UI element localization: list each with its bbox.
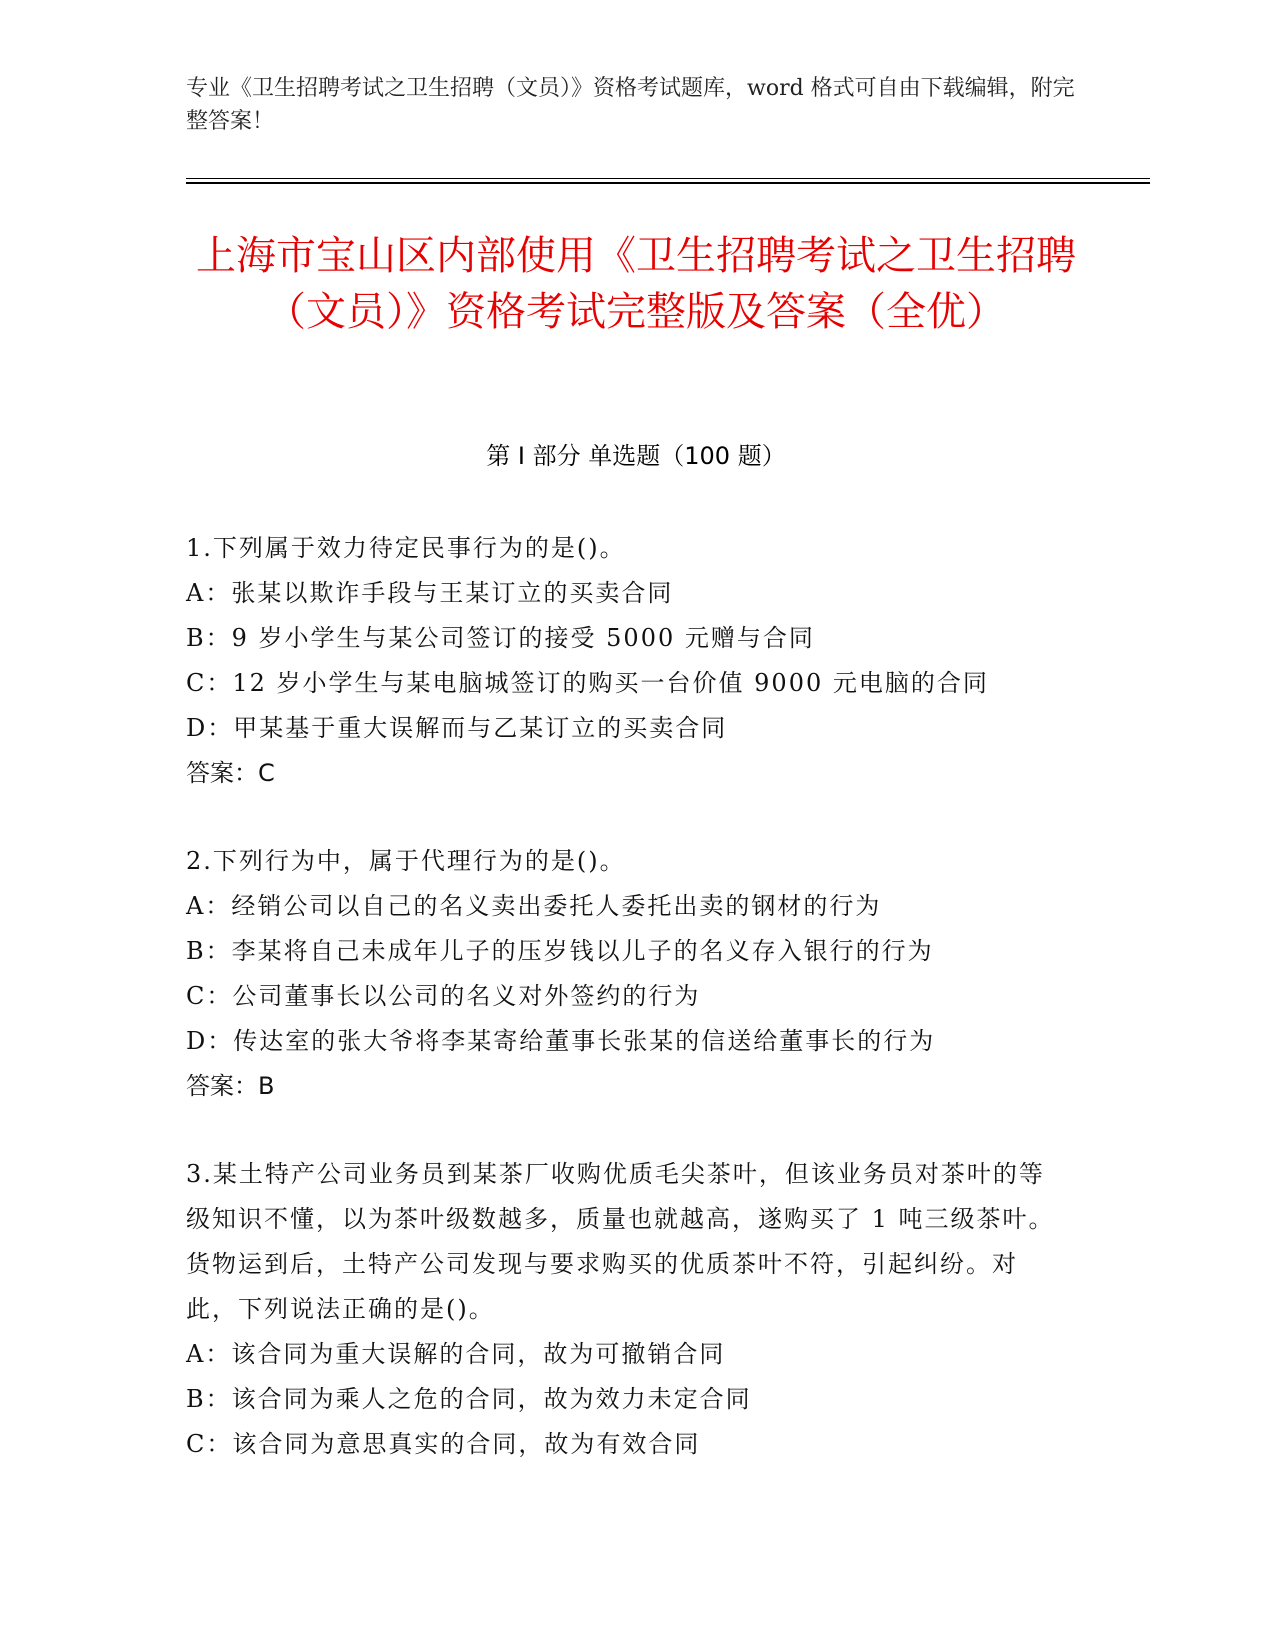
option-c: C：12 岁小学生与某电脑城签订的购买一台价值 9000 元电脑的合同 (186, 669, 989, 697)
option-a: A：该合同为重大误解的合同，故为可撤销合同 (186, 1340, 726, 1368)
option-a: A：张某以欺诈手段与王某订立的买卖合同 (186, 579, 674, 607)
answer: 答案：B (186, 1072, 275, 1100)
question-1 (186, 526, 1066, 796)
option-a: A：经销公司以自己的名义卖出委托人委托出卖的钢材的行为 (186, 892, 882, 920)
question-stem: 2.下列行为中，属于代理行为的是()。 (186, 847, 626, 875)
question-stem: 1.下列属于效力待定民事行为的是()。 (186, 534, 626, 562)
answer: 答案：C (186, 759, 275, 787)
header-note: 专业《卫生招聘考试之卫生招聘（文员）》资格考试题库，word 格式可自由下载编辑，附完整答案！ (186, 76, 1075, 134)
option-b: B：9 岁小学生与某公司签订的接受 5000 元赠与合同 (186, 624, 815, 652)
question-2 (186, 839, 1066, 1109)
question-stem: 3.某土特产公司业务员到某茶厂收购优质毛尖茶叶，但该业务员对茶叶的等级知识不懂，以为茶叶级数越多，质量也就越高，遂购买了 1 吨三级茶叶。货物运到后，土特产公司发现与要求购买的优质茶叶不符，引起纠纷。对此，下列说法正确的是()。 (186, 1160, 1055, 1323)
option-d: D：传达室的张大爷将李某寄给董事长张某的信送给董事长的行为 (186, 1027, 936, 1055)
section-heading: 第 I 部分 单选题（100 题） (486, 442, 786, 470)
question-3 (186, 1152, 1066, 1467)
option-b: B：李某将自己未成年儿子的压岁钱以儿子的名义存入银行的行为 (186, 937, 934, 965)
question-list (186, 526, 1066, 1510)
header-divider-thin (186, 178, 1150, 179)
option-b: B：该合同为乘人之危的合同，故为效力未定合同 (186, 1385, 752, 1413)
option-d: D：甲某基于重大误解而与乙某订立的买卖合同 (186, 714, 728, 742)
option-c: C：该合同为意思真实的合同，故为有效合同 (186, 1430, 701, 1458)
option-c: C：公司董事长以公司的名义对外签约的行为 (186, 982, 701, 1010)
header-divider-thick (186, 182, 1150, 184)
document-title: 上海市宝山区内部使用《卫生招聘考试之卫生招聘（文员）》资格考试完整版及答案（全优） (196, 233, 1076, 335)
